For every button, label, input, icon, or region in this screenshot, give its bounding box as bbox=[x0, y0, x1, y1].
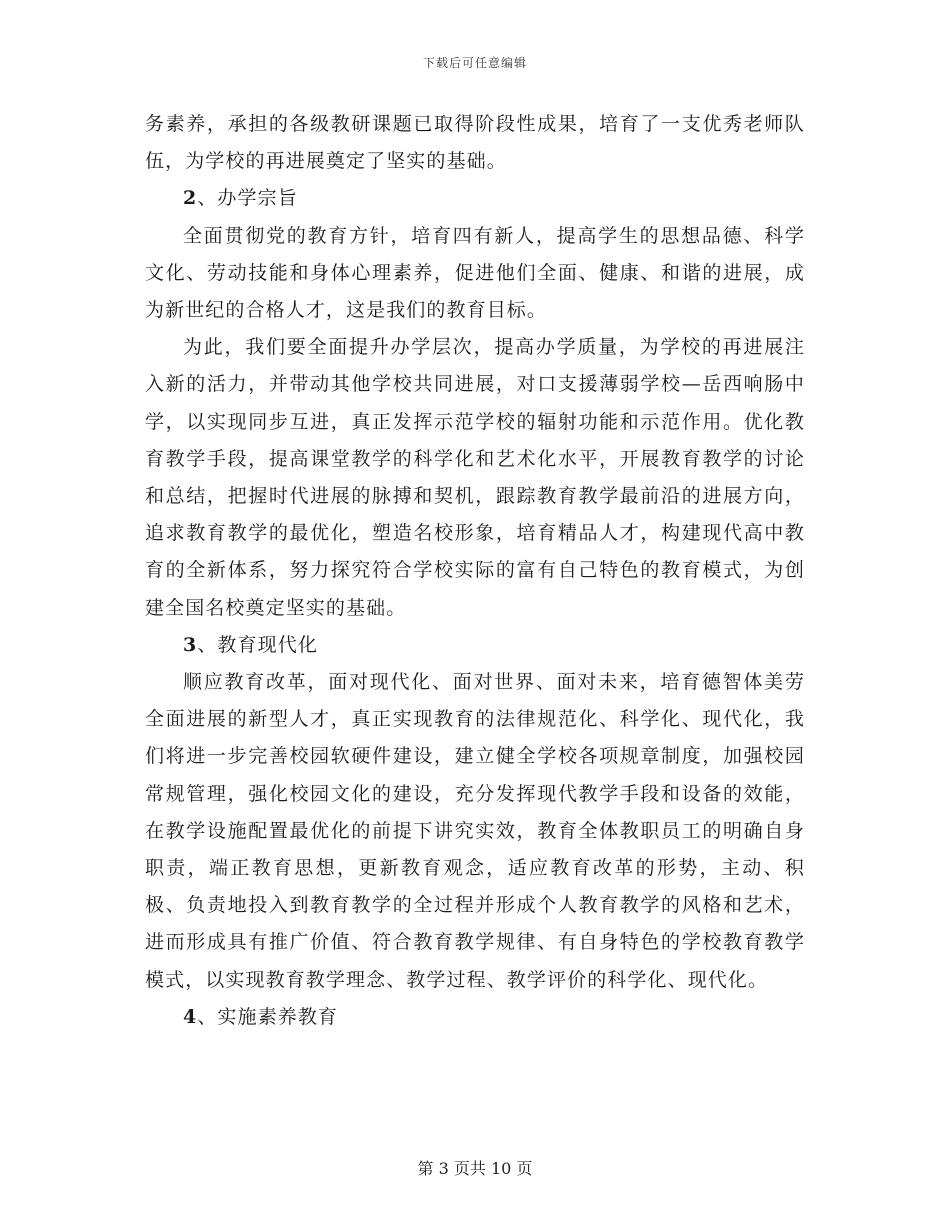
section-number: 2 bbox=[183, 187, 198, 210]
section-title: 、办学宗旨 bbox=[197, 187, 298, 210]
page-number: 第 3 页共 10 页 bbox=[417, 1159, 533, 1178]
section-title: 、教育现代化 bbox=[197, 633, 318, 656]
section-heading-4 bbox=[145, 999, 805, 1036]
page-header: 下载后可任意编辑 bbox=[422, 56, 527, 70]
section-heading-2 bbox=[145, 180, 805, 217]
section-number: 4 bbox=[183, 1005, 198, 1028]
paragraph: 全面贯彻党的教育方针，培育四有新人，提高学生的思想品德、科学文化、劳动技能和身体心理素养，促进他们全面、健康、和谐的进展，成为新世纪的合格人才，这是我们的教育目标。 bbox=[145, 224, 805, 322]
section-number: 3 bbox=[183, 633, 198, 656]
section-title: 、实施素养教育 bbox=[197, 1005, 339, 1028]
paragraph: 顺应教育改革，面对现代化、面对世界、面对未来，培育德智体美劳全面进展的新型人才，真正实现教育的法律规范化、科学化、现代化，我们将进一步完善校园软硬件建设，建立健全学校各项规章制度，加强校园常规管理，强化校园文化的建设，充分发挥现代教学手段和设备的效能，在教学设施配置最优化的前提下讲究实效，教育全体教职员工的明确自身职责，端正教育思想，更新教育观念，适应教育改革的形势，主动、积极、负责地投入到教育教学的全过程并形成个人教育教学的风格和艺术，进而形成具有推广价值、符合教育教学规律、有自身特色的学校教育教学模式，以实现教育教学理念、教学过程、教学评价的科学化、现代化。 bbox=[145, 671, 805, 991]
paragraph: 为此，我们要全面提升办学层次，提高办学质量，为学校的再进展注入新的活力，并带动其他学校共同进展，对口支援薄弱学校—岳西响肠中学，以实现同步互进，真正发挥示范学校的辐射功能和示范作用。优化教育教学手段，提高课堂教学的科学化和艺术化水平，开展教育教学的讨论和总结，把握时代进展的脉搏和契机，跟踪教育教学最前沿的进展方向，追求教育教学的最优化，塑造名校形象，培育精品人才，构建现代高中教育的全新体系，努力探究符合学校实际的富有自己特色的教育模式，为创建全国名校奠定坚实的基础。 bbox=[145, 336, 805, 619]
paragraph-continued: 务素养，承担的各级教研课题已取得阶段性成果，培育了一支优秀老师队伍，为学校的再进展奠定了坚实的基础。 bbox=[145, 113, 805, 173]
section-heading-3 bbox=[145, 627, 805, 664]
document-body bbox=[145, 106, 805, 1036]
